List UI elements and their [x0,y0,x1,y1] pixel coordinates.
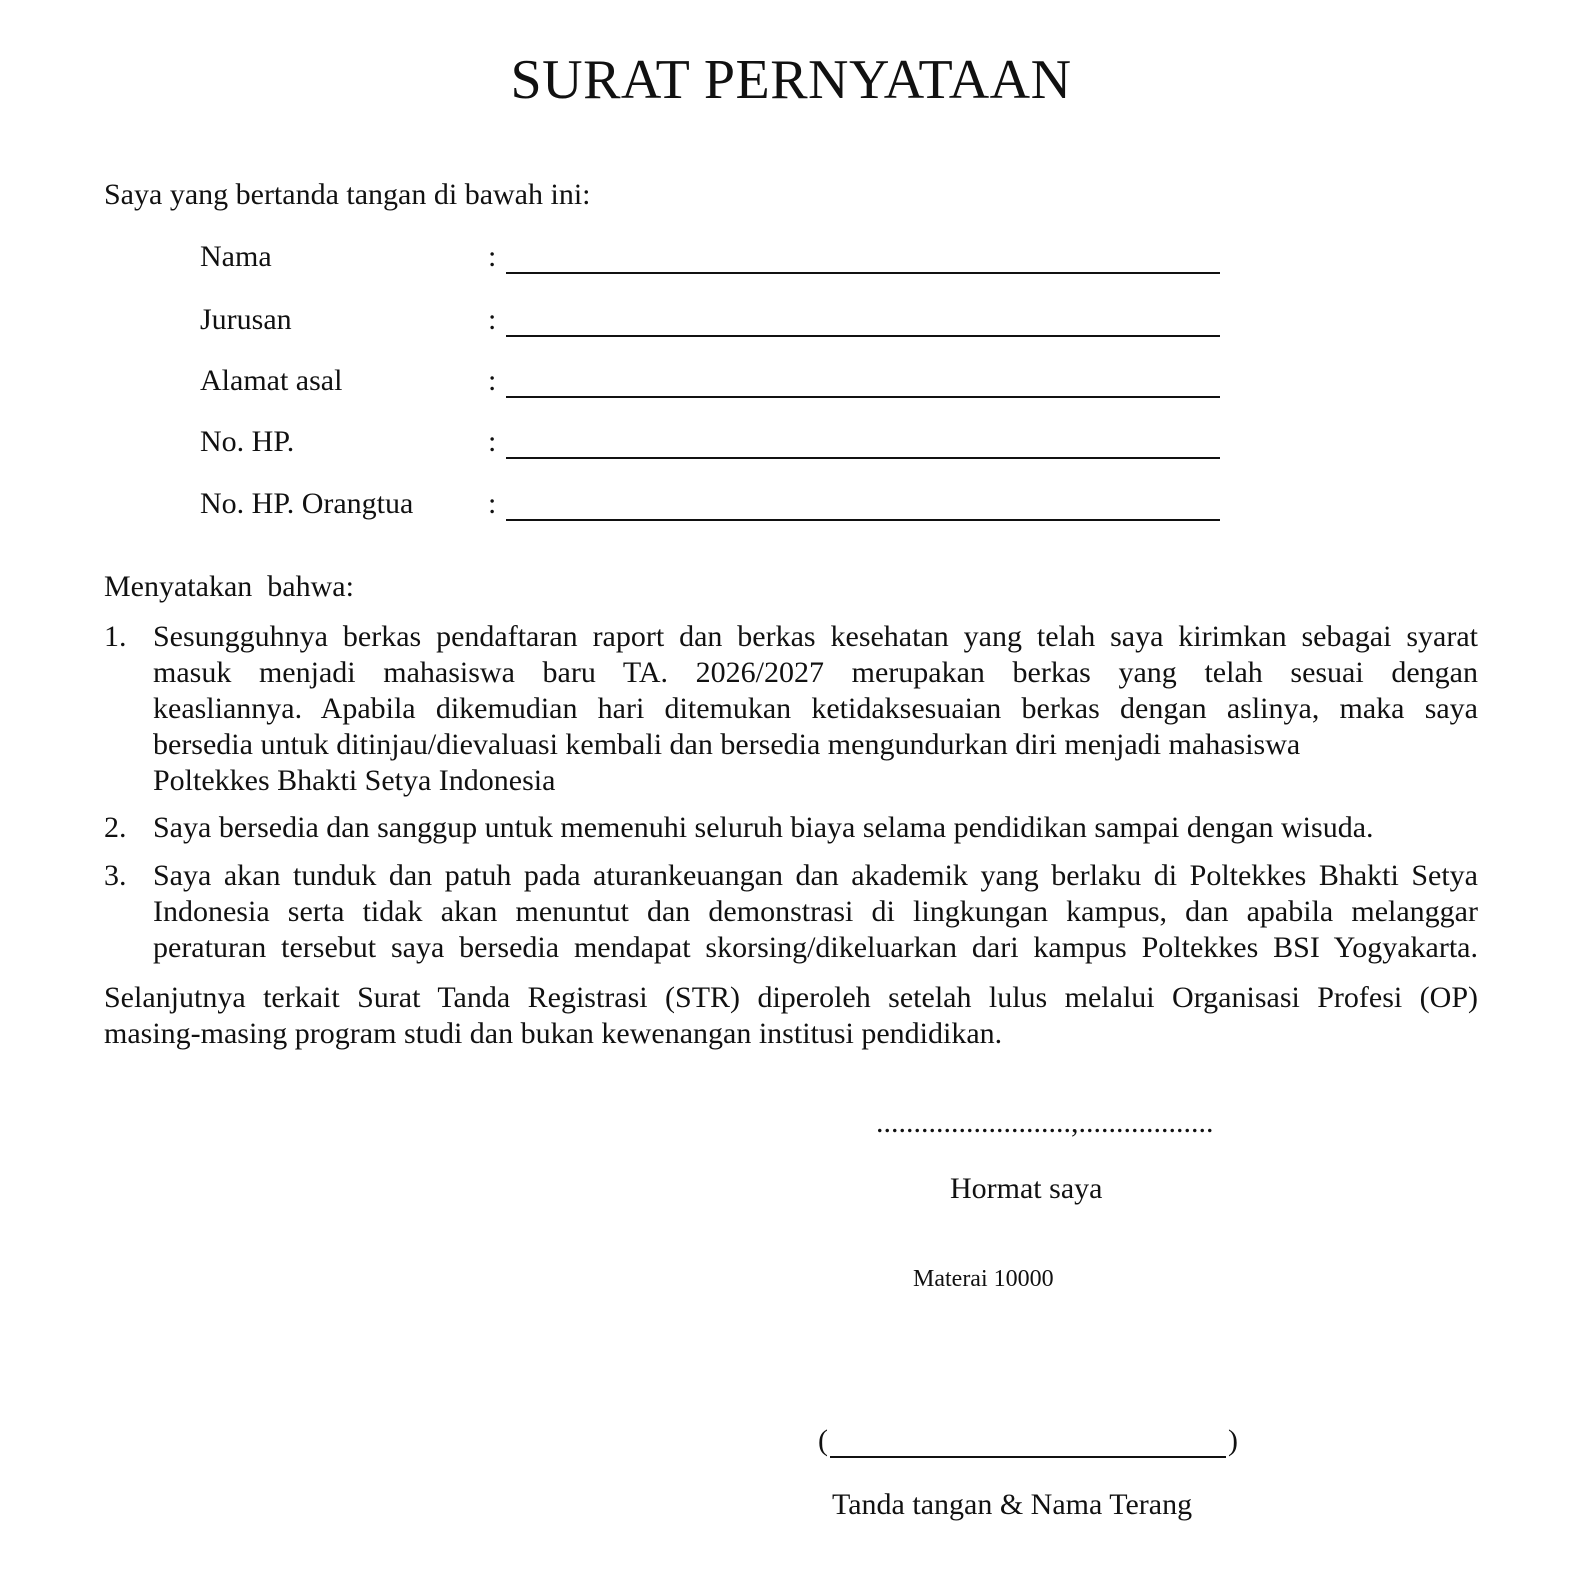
field-jurusan [200,303,1220,343]
intro-text: Saya yang bertanda tangan di bawah ini: [104,178,591,211]
item-text [153,858,1478,966]
item-number: 1. [104,620,127,653]
field-label: Alamat asal [200,364,343,397]
greeting: Hormat saya [950,1172,1103,1205]
field-blank-line [506,396,1220,398]
signature-blank-line [830,1456,1226,1458]
item-line: Saya bersedia dan sanggup untuk memenuhi seluruh biaya selama pendidikan sampai dengan wisuda. [153,811,1374,844]
item-line: masuk menjadi mahasiswa baru TA. 2026/2027 merupakan berkas yang telah sesuai dengan [153,656,1478,689]
field-alamat-asal [200,364,1220,404]
field-blank-line [506,272,1220,274]
place-date-blank: ..........................,.................. [876,1106,1214,1139]
item-line: peraturan tersebut saya bersedia mendapat skorsing/dikeluarkan dari kampus Poltekkes BSI Yogyakarta. [153,931,1478,964]
field-label: No. HP. [200,425,295,458]
stamp-duty-label: Materai 10000 [913,1266,1054,1292]
item-line: keasliannya. Apabila dikemudian hari ditemukan ketidaksesuaian berkas dengan aslinya, maka saya [153,692,1478,725]
field-no-hp-orangtua [200,487,1220,527]
signature-caption: Tanda tangan & Nama Terang [832,1488,1193,1521]
item-text [153,619,1478,799]
signature-line [818,1424,1238,1464]
item-number: 2. [104,811,127,844]
statement-item-1 [104,619,1478,799]
signature-close-paren: ) [1228,1424,1238,1457]
field-colon: : [488,364,497,397]
field-colon: : [488,240,497,273]
item-line: Poltekkes Bhakti Setya Indonesia [153,764,556,797]
field-blank-line [506,519,1220,521]
item-line: bersedia untuk ditinjau/dievaluasi kembali dan bersedia mengundurkan diri menjadi mahasiswa [153,728,1301,761]
statement-item-3 [104,858,1478,966]
field-label: Jurusan [200,303,292,336]
signature-open-paren: ( [818,1424,828,1457]
closing-line: Selanjutnya terkait Surat Tanda Registrasi (STR) diperoleh setelah lulus melalui Organisasi Profesi (OP) [104,981,1478,1014]
field-blank-line [506,457,1220,459]
field-colon: : [488,425,497,458]
field-blank-line [506,335,1220,337]
closing-line: masing-masing program studi dan bukan kewenangan institusi pendidikan. [104,1017,1003,1050]
statement-item-2 [104,810,1478,846]
item-line: Sesungguhnya berkas pendaftaran raport dan berkas kesehatan yang telah saya kirimkan sebagai syarat [153,620,1478,653]
statement-heading: Menyatakan bahwa: [104,570,354,603]
field-label: No. HP. Orangtua [200,487,414,520]
field-nama [200,240,1220,280]
item-text [153,810,1478,846]
document-title: SURAT PERNYATAAN [510,49,1072,111]
item-line: Saya akan tunduk dan patuh pada aturankeuangan dan akademik yang berlaku di Poltekkes Bhakti Setya [153,859,1478,892]
field-colon: : [488,487,497,520]
field-colon: : [488,303,497,336]
field-label: Nama [200,240,272,273]
field-no-hp [200,425,1220,465]
closing-paragraph [104,980,1478,1052]
item-number: 3. [104,859,127,892]
item-line: Indonesia serta tidak akan menuntut dan demonstrasi di lingkungan kampus, dan apabila melanggar [153,895,1478,928]
